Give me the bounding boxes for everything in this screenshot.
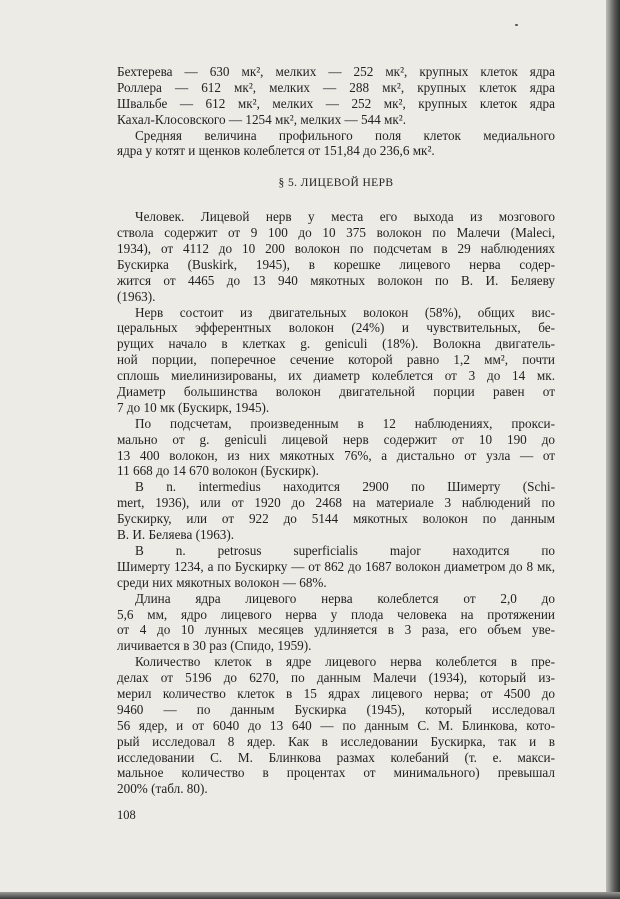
text-line: 11 668 до 14 670 волокон (Бускирк). [117,463,319,479]
text-line: 7 до 10 мк (Бускирк, 1945). [117,399,270,415]
text-line: ствола содержит от 9 100 до 10 375 волокон по Малечи (Maleci, [117,225,555,241]
text-line: 13 400 волокон, из них мякотных 76%, а дистально от узла — от [117,447,555,463]
text-line: Швальбе — 612 мк², мелких — 252 мк², крупных клеток ядра [117,95,555,111]
text-line: Роллера — 612 мк², мелких — 288 мк², крупных клеток ядра [117,79,555,95]
text-line: (1963). [117,288,156,304]
text-line: Диаметр большинства волокон двигательной порции равен от [117,384,555,400]
page-speck [515,24,518,26]
text-line: личивается в 30 раз (Спидо, 1959). [117,638,312,654]
text-line: Количество клеток в ядре лицевого нерва колеблется в пре- [135,654,555,670]
text-line: мальное количество в процентах от минимального) превышал [117,765,555,781]
text-line: рущих начало в клетках g. geniculi (18%). Волокна двигатель- [117,336,555,352]
text-line: 9460 — по данным Бускирка (1945), который исследовал [117,701,555,717]
section-heading: § 5. ЛИЦЕВОЙ НЕРВ [278,177,394,190]
text-line: мально от g. geniculi лицевой нерв содержит от 10 190 до [117,431,555,447]
text-line: мерил количество клеток в 15 ядрах лицевого нерва; от 4500 до [117,685,555,701]
text-line: 200% (табл. 80). [117,781,208,797]
text-line: исследовании С. М. Блинкова размах колебаний (т. е. макси- [117,749,555,765]
text-line: В n. intermedius находится 2900 по Шимерту (Schi- [135,479,555,495]
text-line: Средняя величина профильного поля клеток медиального [135,127,555,143]
text-line: Шимерту 1234, а по Бускирку — от 862 до 1687 волокон диаметром до 8 мк, среди них мякотных волокон — 68%. [117,558,555,590]
text-line: жится от 4465 до 13 940 мякотных волокон по В. И. Беляеву [117,272,555,288]
text-line: церальных эфферентных волокон (24%) и чувствительных, бе- [117,320,555,336]
text-line: 5,6 мм, ядро лицевого нерва у плода человека на протяжении [117,606,555,622]
text-line: 1934), от 4112 до 10 200 волокон по подсчетам в 29 наблюдениях [117,241,555,257]
text-line: сплошь миелинизированы, их диаметр колеблется от 3 до 14 мк. [117,368,555,384]
text-line: Нерв состоит из двигательных волокон (58%), общих вис- [135,304,555,320]
text-line: mert, 1936), или от 1920 до 2468 на материале 3 наблюдений по [117,495,555,511]
text-line: рый исследовал 8 ядер. Как в исследовании Бускирка, так и в [117,733,555,749]
text-line: По подсчетам, произведенным в 12 наблюдениях, прокси- [135,415,555,431]
text-line: Бехтерева — 630 мк², мелких — 252 мк², крупных клеток ядра [117,64,555,79]
text-line: Бускирка (Buskirk, 1945), в корешке лицевого нерва содер- [117,256,555,272]
text-line: ной порции, поперечное сечение которой равно 1,2 мм², почти [117,352,555,368]
text-line: Бускирку, или от 922 до 5144 мякотных волокон по данным [117,511,555,527]
text-line: Длина ядра лицевого нерва колеблется от 2,0 до [135,590,555,606]
text-block [117,64,555,797]
text-line: от 4 до 10 лунных месяцев удлиняется в 3 раза, его объем уве- [117,622,555,638]
page-number: 108 [117,808,136,822]
book-spine-shadow [606,0,620,899]
text-line: В. И. Беляева (1963). [117,527,235,543]
page-bottom-edge [0,892,620,899]
text-line: Человек. Лицевой нерв у места его выхода из мозгового [135,209,555,225]
text-line: ядра у котят и щенков колеблется от 151,84 до 236,6 мк². [117,143,435,159]
text-line: В n. petrosus superficialis major находится по [135,542,555,558]
text-line: делах от 5196 до 6270, по данным Малечи (1934), который из- [117,670,555,686]
text-line: 56 ядер, и от 6040 до 13 640 — по данным С. М. Блинкова, кото- [117,717,555,733]
text-line: Кахал-Клосовского — 1254 мк², мелких — 544 мк². [117,111,407,127]
